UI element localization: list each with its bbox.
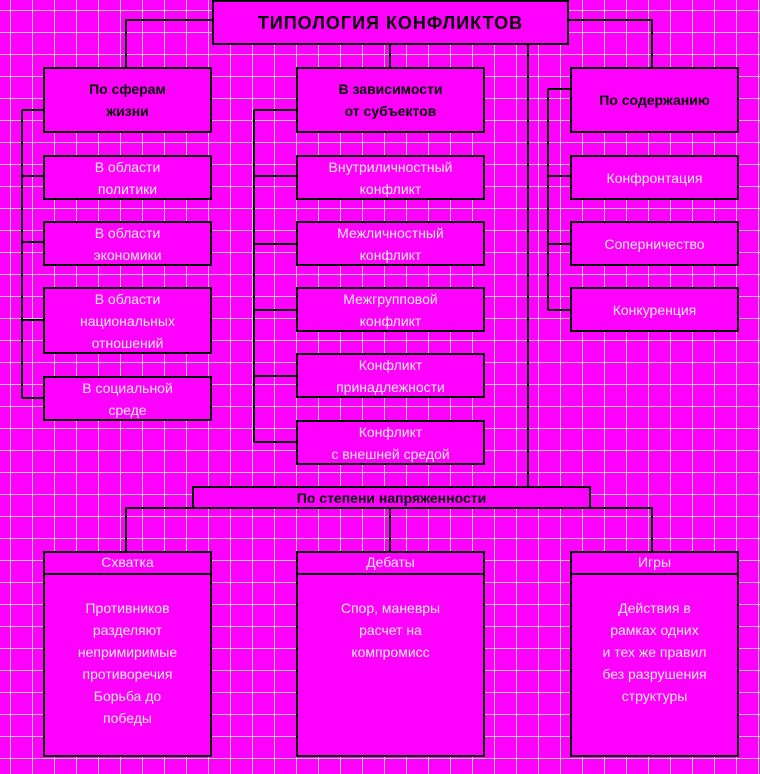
category-subjects xyxy=(296,67,485,133)
content-item-rivalry: Соперничество xyxy=(570,221,739,266)
content-item-competition: Конкуренция xyxy=(570,287,739,332)
tension-item-heading: Дебаты xyxy=(298,553,483,575)
content-item-confrontation: Конфронтация xyxy=(570,155,739,200)
category-spheres-line: жизни xyxy=(106,103,149,119)
tension-item-debates xyxy=(296,551,485,757)
category-spheres xyxy=(43,67,212,133)
subjects-item-belonging: Конфликт принадлежности xyxy=(296,353,485,398)
connector-title-content xyxy=(568,20,652,67)
category-tension: По степени напряженности xyxy=(192,486,591,509)
tension-item-body: Действия в рамках одних и тех же правил без разрушения структуры xyxy=(602,600,707,704)
subjects-item-intergroup: Межгрупповой конфликт xyxy=(296,287,485,332)
category-content: По содержанию xyxy=(570,67,739,133)
tension-item-heading: Схватка xyxy=(45,553,210,575)
spheres-item-social: В социальной среде xyxy=(43,376,212,421)
spheres-item-politics: В области политики xyxy=(43,155,212,200)
category-subjects-line: от субъектов xyxy=(344,103,437,119)
connector-tension-left xyxy=(126,508,192,551)
tension-item-body: Противников разделяют непримиримые противоречия Борьба до победы xyxy=(77,600,178,726)
tension-item-games xyxy=(570,551,739,757)
category-subjects-line: В зависимости xyxy=(338,81,443,97)
tension-item-fight xyxy=(43,551,212,757)
subjects-item-intrapersonal: Внутриличностный конфликт xyxy=(296,155,485,200)
connector-tension-right xyxy=(590,508,652,551)
subjects-item-interpersonal: Межличностный конфликт xyxy=(296,221,485,266)
spheres-item-economy: В области экономики xyxy=(43,221,212,266)
category-spheres-line: По сферам xyxy=(89,81,166,97)
spheres-item-national: В области национальных отношений xyxy=(43,287,212,354)
tension-item-heading: Игры xyxy=(572,553,737,575)
tension-item-body: Спор, маневры расчет на компромисс xyxy=(340,600,441,660)
page-title: ТИПОЛОГИЯ КОНФЛИКТОВ xyxy=(212,0,569,45)
subjects-item-environment: Конфликт с внешней средой xyxy=(296,420,485,465)
connector-title-spheres xyxy=(126,20,212,67)
